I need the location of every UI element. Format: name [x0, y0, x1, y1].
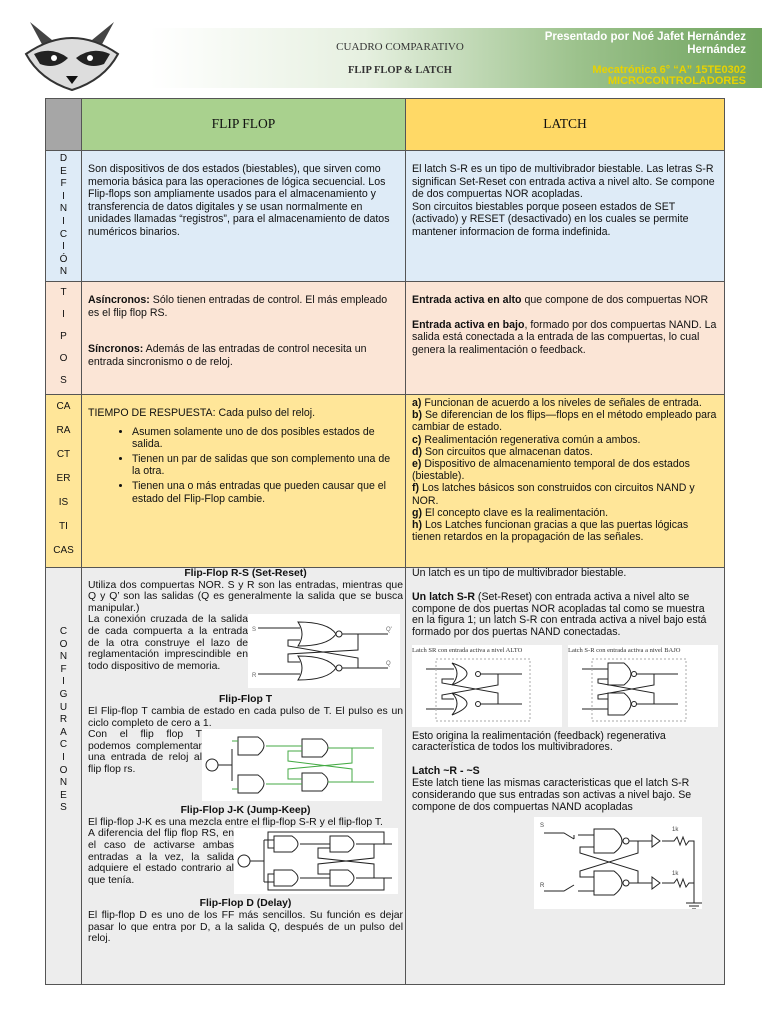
latch-nsr-title: Latch ~R - ~S	[412, 765, 480, 778]
svg-text:Q': Q'	[386, 627, 392, 634]
row-configuraciones	[46, 568, 725, 985]
svg-text:1k: 1k	[672, 827, 679, 834]
tipo-activa-alto: Entrada activa en alto que compone de dos compuertas NOR	[412, 294, 709, 306]
list-item: e) Dispositivo de almacenamiento temporal de dos estados (biestable).	[412, 458, 690, 483]
row-label-tipos: T I P O S	[46, 282, 82, 395]
latch-feedback-text: Esto origina la realimentación (feedback) regenerativa característica de todos los multivibradores.	[412, 729, 666, 754]
latch-intro: Un latch es un tipo de multivibrador biestable.	[412, 567, 627, 579]
ff-t-title: Flip-Flop T	[218, 694, 273, 706]
ff-d-title: Flip-Flop D (Delay)	[199, 898, 292, 910]
definicion-flipflop: Son dispositivos de dos estados (biestables), que sirven como memoria básica para las operaciones de lógica secuencial. Los Flip-flops son ampliamente usados para el almacenamiento y transferencia de datos digitales y se usan normalmente en unidades llamadas “registros”, para el almacenamiento de datos numéricos binarios.	[82, 151, 406, 282]
tipo-activa-bajo: Entrada activa en bajo, formado por dos compuertas NAND. La salida está conectada a la entrada de las compuertas, lo cual genera la realimentación o feedback.	[412, 318, 717, 356]
svg-text:1k: 1k	[672, 871, 679, 878]
list-item: h) Los Latches funcionan gracias a que las puertas lógicas tienen retardos en la propagación de las señales.	[412, 519, 689, 544]
course-info	[496, 65, 746, 87]
row-label-caracteristicas: CA RA CT ER IS TI CAS	[46, 395, 82, 568]
ff-jk-text-2: A diferencia del flip flop RS, en el caso de activarse ambas entradas a la vez, la salida adquiere el estado contrario al que tenía.	[88, 828, 234, 886]
ff-rs-title: Flip-Flop R-S (Set-Reset)	[184, 568, 307, 579]
ff-rs-text-2: La conexión cruzada de la salida de cada compuerta a la entrada de la otra construye el lazo de reglamentación imprescindible en todo dispositivo de memoria.	[88, 614, 248, 672]
raccoon-logo-icon	[22, 18, 122, 93]
ff-t-text-2: Con el flip flop T podemos complementar una entrada de reloj al flip flop rs.	[88, 729, 202, 775]
latch-nsr-text: Este latch tiene las mismas caracteristicas que el latch S-R considerando que sus entradas son activas a nivel bajo. Se compone de dos compuertas NAND acopladas	[412, 776, 692, 813]
column-header-latch: LATCH	[406, 99, 725, 151]
caracteristicas-latch	[406, 395, 725, 568]
row-tipos	[46, 282, 725, 395]
definicion-latch: El latch S-R es un tipo de multivibrador biestable. Las letras S-R significan Set-Reset con entrada activa a nivel alto. Se compone de dos compuertas NOR acopladas. Son circuitos biestables porque poseen estados de SET (activado) y RESET (desactivado) en los cuales se permite mantener informacion de forma indefinida.	[406, 151, 725, 282]
list-item: • Tienen un par de salidas que son complemento una de la otra.	[132, 453, 399, 478]
svg-text:S: S	[252, 627, 257, 634]
document-subtitle: FLIP FLOP & LATCH	[348, 65, 452, 76]
table-header-row	[46, 99, 725, 151]
list-item: f) Los latches básicos son construidos con circuitos NAND y NOR.	[412, 482, 695, 507]
corner-cell	[46, 99, 82, 151]
ff-d-text: El flip-flop D es uno de los FF más sencillos. Su función es dejar pasar lo que entra por D, a la salida Q, después de un pulso del reloj.	[88, 909, 403, 945]
page-header	[0, 0, 768, 95]
ff-rs-text-1: Utiliza dos compuertas NOR. S y R son las entradas, mientras que Q y Q’ son las salidas (Q es generalmente la salida que se busca manipular.)	[88, 579, 403, 614]
list-item: d) Son circuitos que almacenan datos.	[412, 445, 593, 458]
course-line-2: MICROCONTROLADORES	[607, 75, 746, 87]
author-name: Presentado por Noé Jafet Hernández Hernández	[544, 31, 746, 56]
list-item: • Tienen una o más entradas que pueden causar que el estado del Flip-Flop cambie.	[132, 480, 399, 505]
tipos-latch	[406, 282, 725, 395]
svg-text:R: R	[540, 883, 545, 890]
row-caracteristicas	[46, 395, 725, 568]
svg-text:Q: Q	[386, 661, 391, 668]
tiempo-respuesta: TIEMPO DE RESPUESTA: Cada pulso del reloj.	[88, 407, 316, 419]
list-item: a) Funcionan de acuerdo a los niveles de señales de entrada.	[412, 397, 702, 409]
configuraciones-flipflop	[82, 568, 406, 985]
tipos-flipflop	[82, 282, 406, 395]
latch-nand-figure: Latch S-R con entrada activa a nivel BAJO	[568, 645, 718, 727]
latch-nsr-circuit-diagram	[534, 817, 702, 909]
list-item: b) Se diferencian de los flips—flops en el método empleado para cambiar de estado.	[412, 409, 717, 434]
tipo-asincronos: Asíncronos: Sólo tienen entradas de control. El más empleado es el flip flop RS.	[88, 294, 388, 319]
ff-jk-circuit-diagram	[234, 828, 398, 894]
column-header-flipflop: FLIP FLOP	[82, 99, 406, 151]
ff-jk-title: Flip-Flop J-K (Jump-Keep)	[180, 805, 311, 817]
latch-nor-figure: Latch SR con entrada activa a nivel ALTO	[412, 645, 562, 727]
list-item: c) Realimentación regenerativa común a ambos.	[412, 433, 641, 446]
comparison-table	[45, 98, 725, 985]
caracteristicas-list	[88, 426, 399, 506]
ff-t-text-1: El Flip-flop T cambia de estado en cada pulso de T. El pulso es un ciclo completo de cero a 1.	[88, 705, 403, 729]
ff-jk-text-1: El flip-flop J-K es una mezcla entre el flip-flop S-R y el flip-flop T.	[88, 816, 383, 828]
latch-nand-circuit-diagram	[568, 657, 718, 723]
row-definicion	[46, 151, 725, 282]
latch-nor-circuit-diagram	[412, 657, 562, 723]
caracteristicas-flipflop	[82, 395, 406, 568]
document-title: CUADRO COMPARATIVO	[336, 41, 464, 53]
svg-text:S: S	[540, 823, 545, 830]
list-item: g) El concepto clave es la realimentación.	[412, 506, 609, 519]
row-label-configuraciones: C O N F I G U R A C I O N E S	[46, 568, 82, 985]
list-item: • Asumen solamente uno de dos posibles estados de salida.	[132, 426, 399, 451]
course-line-1: Mecatrónica 6° “A” 15TE0302	[592, 64, 746, 76]
ff-t-circuit-diagram	[202, 729, 382, 801]
configuraciones-latch	[406, 568, 725, 985]
ff-rs-circuit-diagram	[248, 614, 400, 688]
row-label-definicion: D E F I N I C I Ó N	[46, 151, 82, 282]
latch-sr-description: Un latch S-R (Set-Reset) con entrada activa a nivel alto se compone de dos puertas NOR acopladas tal como se muestra en la figura 1; un latch S-R con entrada activa a nivel bajo está formado por dos puertas NAND conectadas.	[412, 590, 707, 639]
tipo-sincronos: Síncronos: Además de las entradas de control necesita un entrada sincronismo o de reloj.	[88, 343, 367, 368]
svg-text:R: R	[252, 673, 257, 680]
